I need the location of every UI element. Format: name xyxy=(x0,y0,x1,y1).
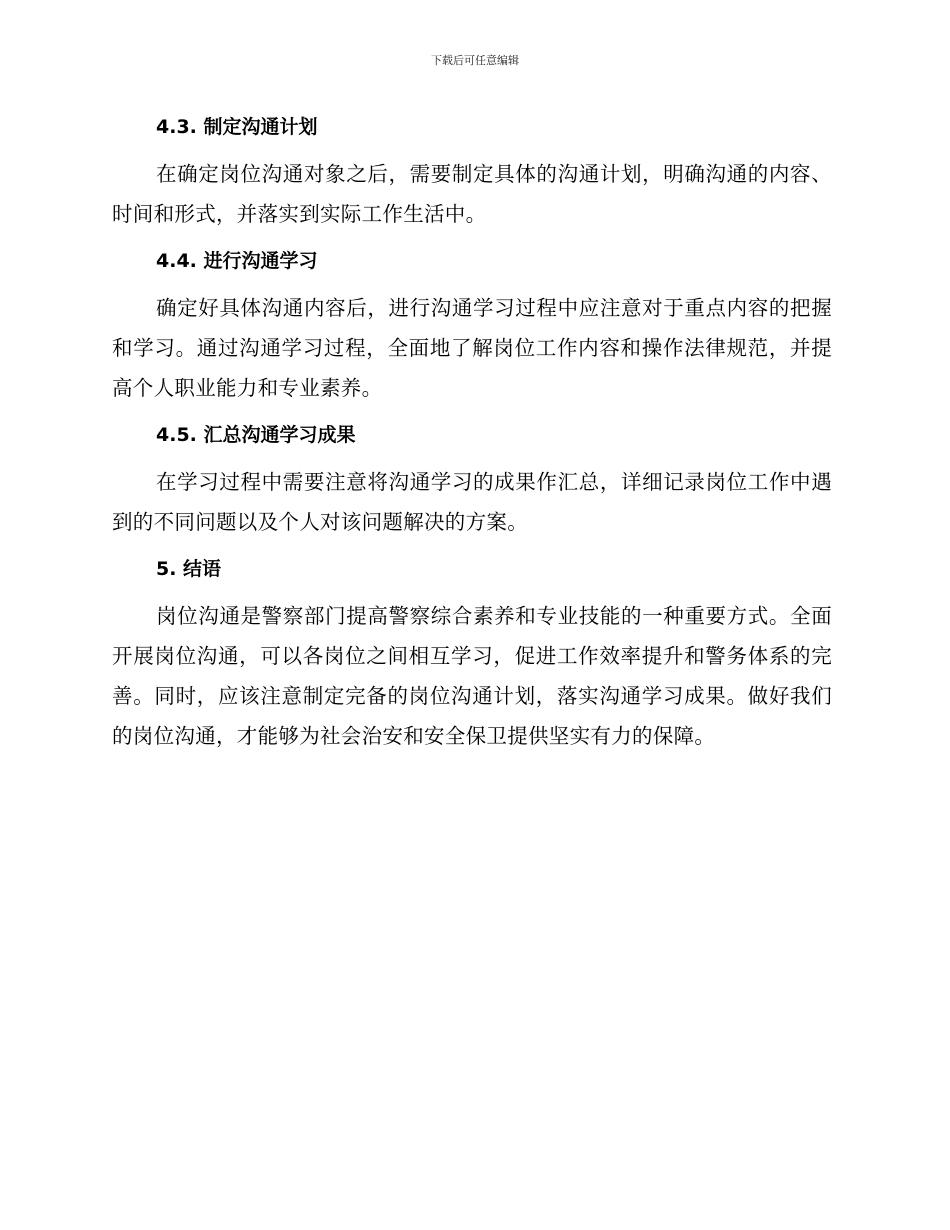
section-heading-4-3: 4.3. 制定沟通计划 xyxy=(156,116,318,138)
section-paragraph-4-4: 确定好具体沟通内容后，进行沟通学习过程中应注意对于重点内容的把握和学习。通过沟通学习过程，全面地了解岗位工作内容和操作法律规范，并提高个人职业能力和专业素养。 xyxy=(112,296,832,400)
page-header: 下载后可任意编辑 xyxy=(431,54,519,67)
section-heading-4-5: 4.5. 汇总沟通学习成果 xyxy=(156,424,356,446)
section-paragraph-4-3: 在确定岗位沟通对象之后，需要制定具体的沟通计划，明确沟通的内容、时间和形式，并落实到实际工作生活中。 xyxy=(112,162,832,226)
section-heading-5: 5. 结语 xyxy=(156,558,222,580)
document-body xyxy=(112,112,832,768)
section-paragraph-4-5: 在学习过程中需要注意将沟通学习的成果作汇总，详细记录岗位工作中遇到的不同问题以及个人对该问题解决的方案。 xyxy=(112,470,832,534)
section-heading-4-4: 4.4. 进行沟通学习 xyxy=(156,250,318,272)
section-paragraph-5: 岗位沟通是警察部门提高警察综合素养和专业技能的一种重要方式。全面开展岗位沟通，可以各岗位之间相互学习，促进工作效率提升和警务体系的完善。同时，应该注意制定完备的岗位沟通计划，落实沟通学习成果。做好我们的岗位沟通，才能够为社会治安和安全保卫提供坚实有力的保障。 xyxy=(112,604,832,748)
